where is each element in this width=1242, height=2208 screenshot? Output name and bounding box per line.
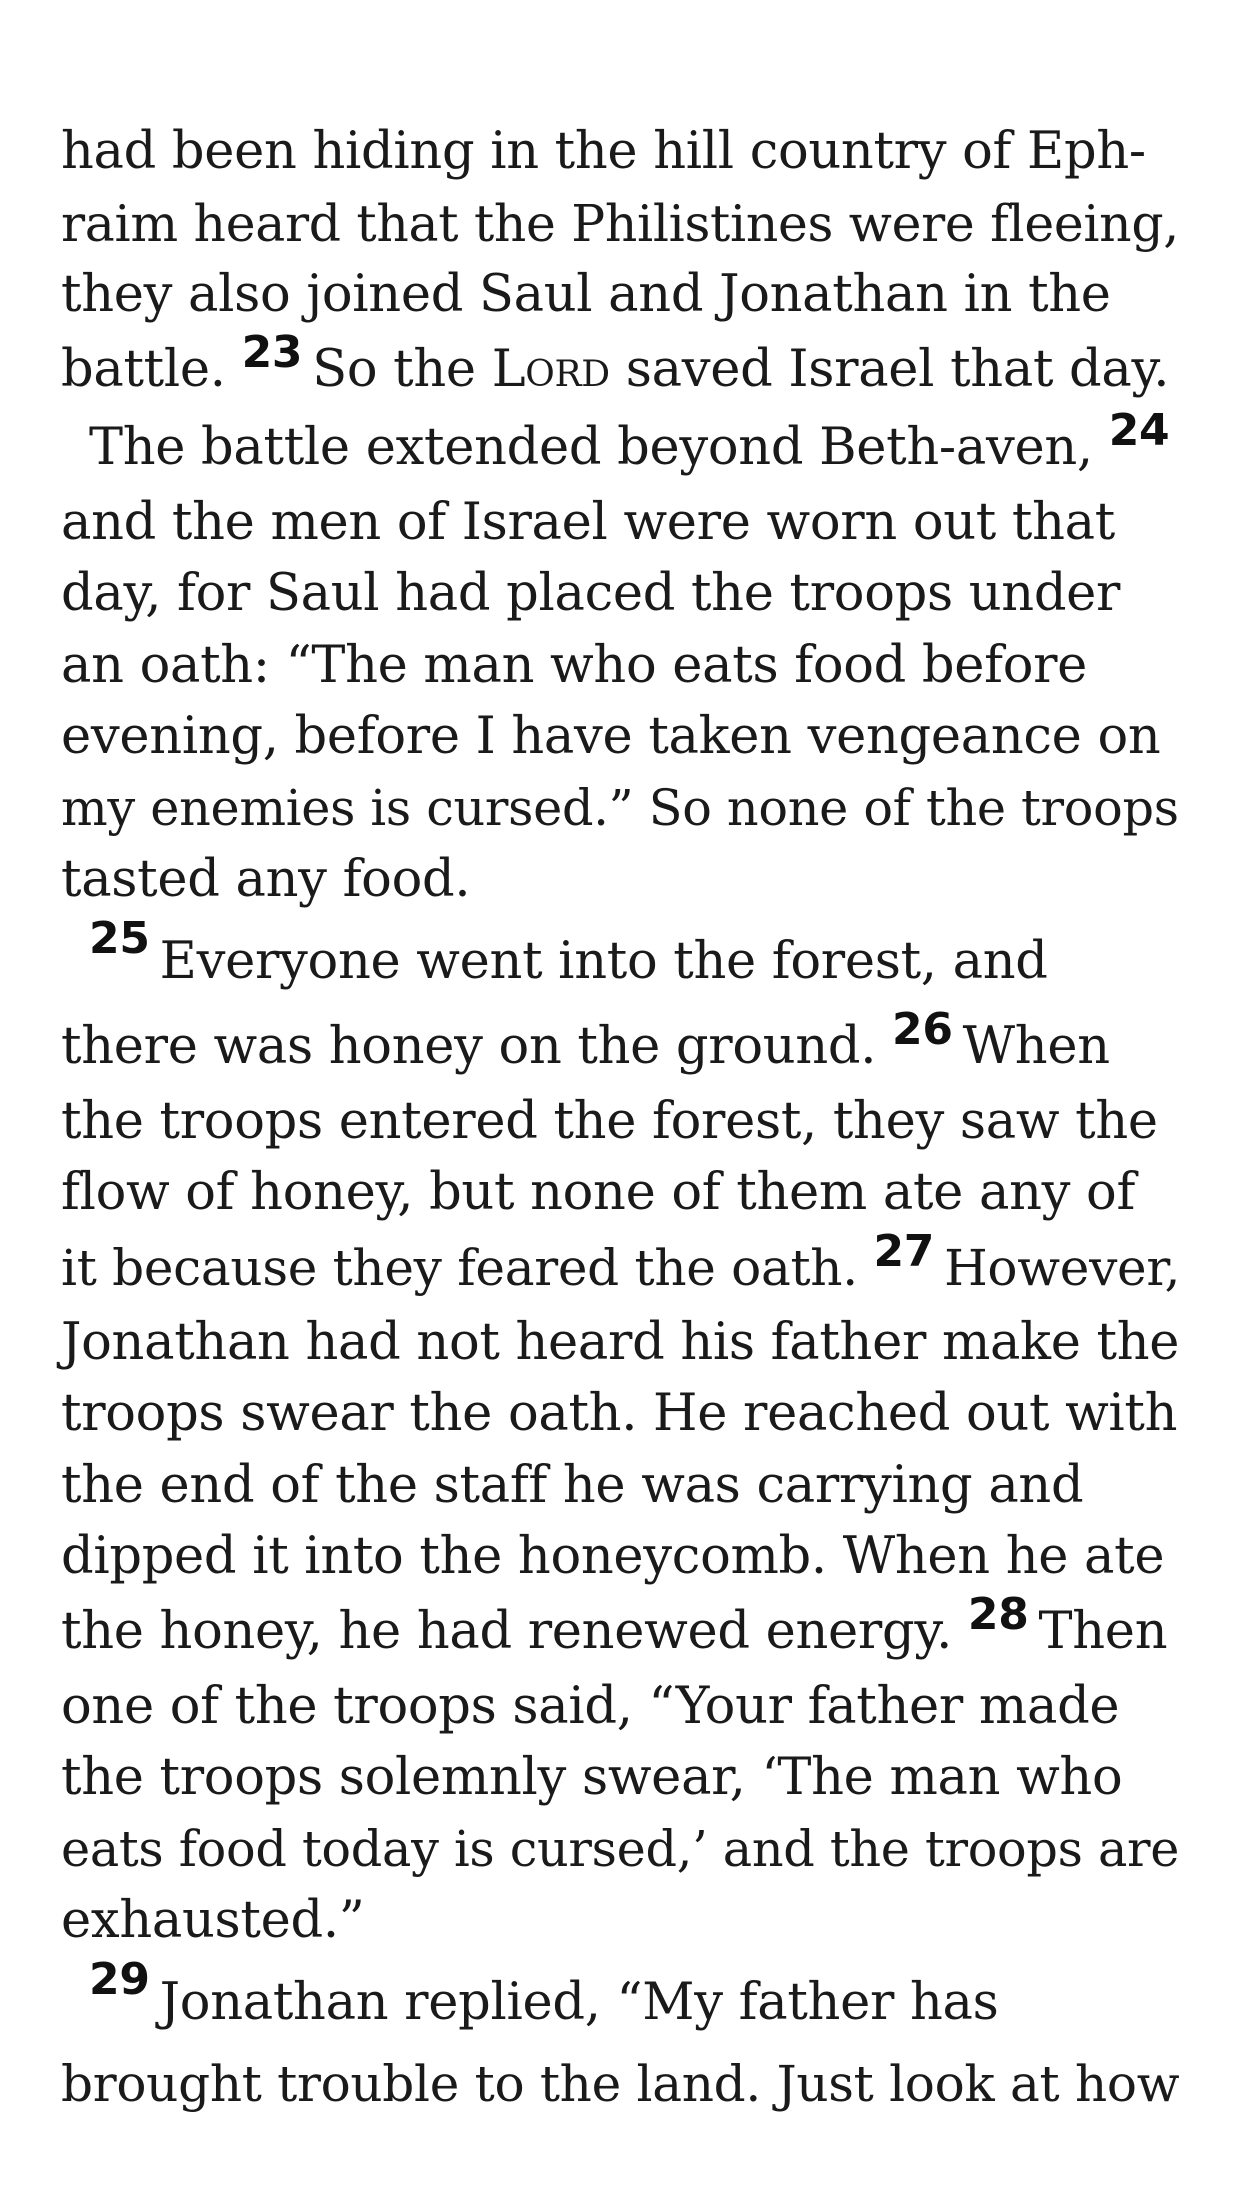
text-line: brought trouble to the land. Just look at how: [61, 2054, 1180, 2113]
verse-number-23: 23: [241, 327, 303, 379]
text-segment: saved Israel that day.: [609, 339, 1170, 399]
verse-number-25: 25: [89, 913, 150, 965]
text-segment: there was honey on the ground.: [61, 1016, 893, 1076]
text-line: flow of honey, but none of them ate any of: [61, 1163, 1136, 1222]
text-line: evening, before I have taken vengeance on: [61, 707, 1161, 766]
text-line: exhausted.”: [61, 1891, 365, 1950]
text-line: day, for Saul had placed the troops under: [61, 564, 1121, 623]
text-segment: However,: [944, 1238, 1181, 1297]
verse-number-28: 28: [967, 1589, 1029, 1641]
text-line: [61, 913, 1191, 1008]
text-segment: Everyone went into the forest, and: [159, 931, 1048, 991]
text-line: dipped it into the honeycomb. When he ate: [61, 1527, 1165, 1586]
text-line: they also joined Saul and Jonathan in the: [61, 265, 1111, 324]
verse-number-27: 27: [873, 1226, 935, 1278]
text-segment: Then: [1038, 1601, 1168, 1661]
text-segment: it because they feared the oath.: [61, 1238, 874, 1297]
text-segment: battle.: [61, 339, 242, 399]
text-line: [61, 1226, 1191, 1307]
reading-page: [61, 116, 1191, 2120]
verse-number-24: 24: [1108, 405, 1170, 457]
text-line: troops swear the oath. He reached out with: [61, 1384, 1178, 1443]
text-line: raim heard that the Philistines were fleeing,: [61, 193, 1180, 253]
text-line: one of the troops said, “Your father made: [61, 1676, 1120, 1736]
text-line: Jonathan had not heard his father make the: [61, 1312, 1180, 1372]
text-line: had been hiding in the hill country of Eph-: [61, 122, 1146, 181]
text-segment: The battle extended beyond Beth-aven,: [89, 417, 1109, 477]
verse-number-29: 29: [89, 1954, 150, 2006]
text-segment: So the: [312, 339, 492, 399]
text-segment: Jonathan replied, “My father has: [159, 1972, 999, 2032]
text-line: [61, 405, 1191, 487]
text-line: [61, 1954, 1191, 2049]
text-line: [61, 1589, 1191, 1671]
verse-number-26: 26: [892, 1004, 953, 1056]
text-line: an oath: “The man who eats food before: [61, 635, 1088, 695]
text-line: the end of the staff he was carrying and: [61, 1455, 1084, 1515]
text-line: my enemies is cursed.” So none of the troops: [61, 778, 1179, 837]
text-line: [61, 1004, 1191, 1086]
divine-name-smallcaps: Lord: [491, 339, 610, 399]
text-line: [61, 327, 1191, 409]
text-line: tasted any food.: [61, 850, 471, 909]
text-segment: the honey, he had renewed energy.: [61, 1601, 968, 1661]
text-line: eats food today is cursed,’ and the troops are: [61, 1819, 1180, 1878]
text-line: the troops entered the forest, they saw the: [61, 1091, 1158, 1151]
text-segment: When: [962, 1016, 1110, 1076]
text-line: and the men of Israel were worn out that: [61, 492, 1115, 552]
text-line: the troops solemnly swear, ‘The man who: [61, 1748, 1123, 1807]
